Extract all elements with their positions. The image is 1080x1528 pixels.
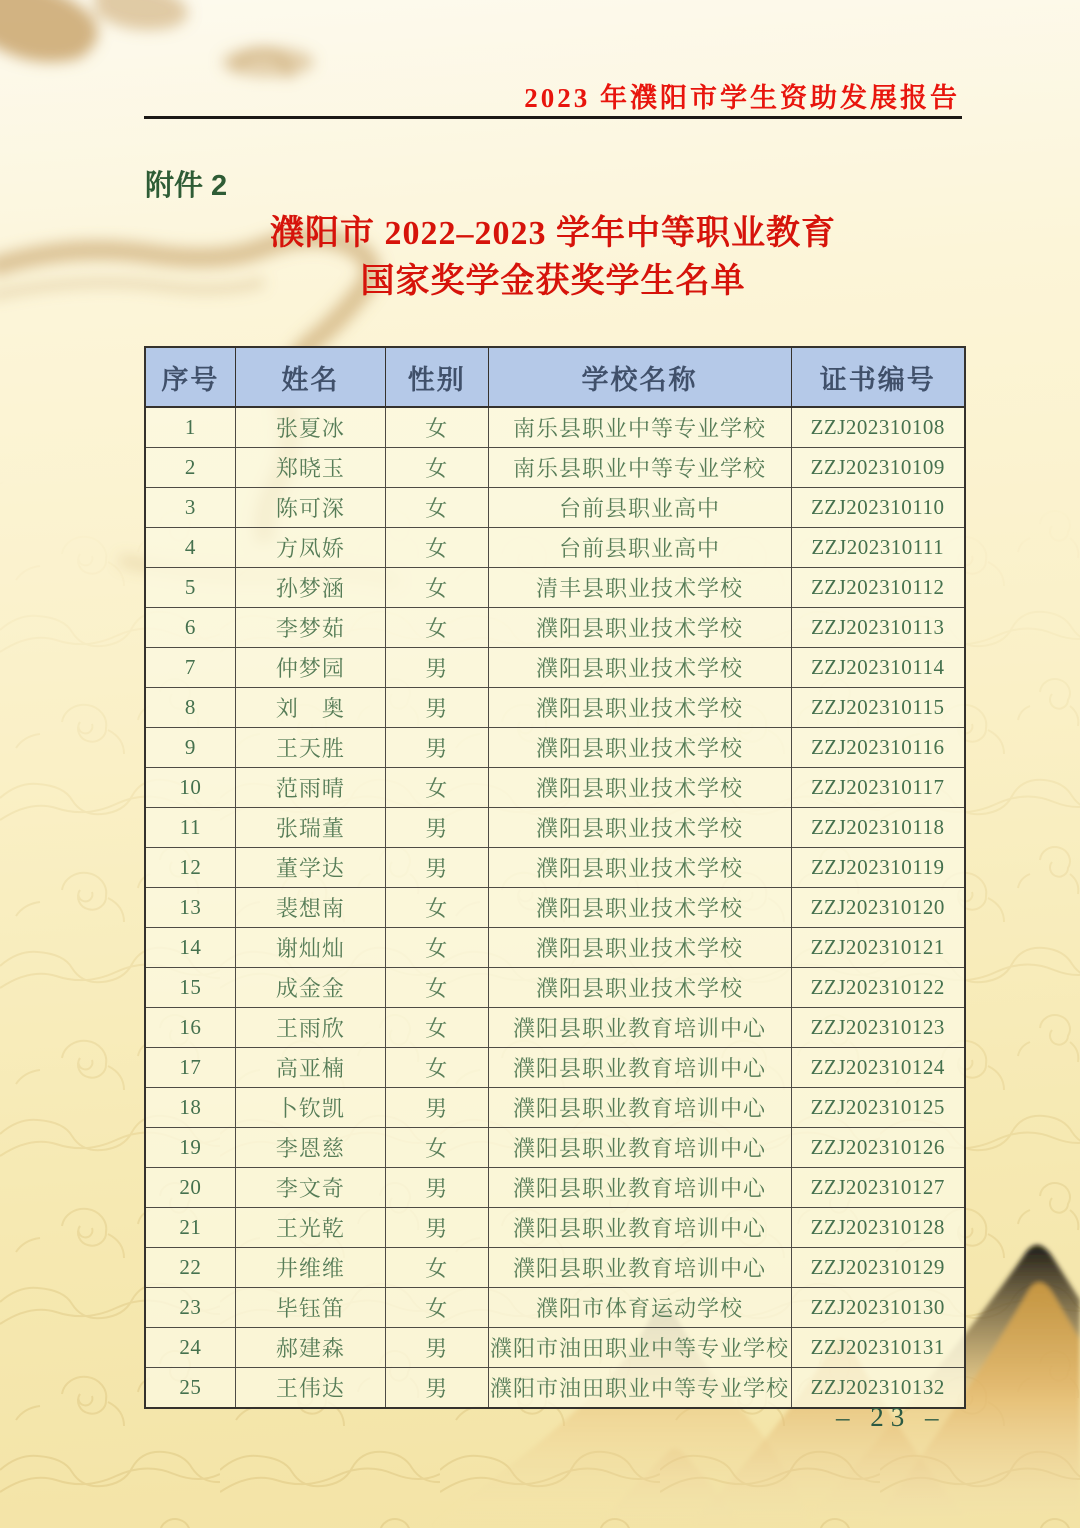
- table-row: [145, 648, 965, 688]
- cell-school-name: 濮阳县职业教育培训中心: [488, 1208, 791, 1248]
- cell-school-name: 清丰县职业技术学校: [488, 568, 791, 608]
- cell-certificate-number: ZZJ202310123: [791, 1008, 965, 1048]
- cell-certificate-number: ZZJ202310127: [791, 1168, 965, 1208]
- cell-certificate-number: ZZJ202310115: [791, 688, 965, 728]
- cell-certificate-number: ZZJ202310116: [791, 728, 965, 768]
- cell-school-name: 濮阳县职业教育培训中心: [488, 1088, 791, 1128]
- cell-school-name: 台前县职业高中: [488, 528, 791, 568]
- table-row: [145, 1248, 965, 1288]
- cell-student-name: 郑晓玉: [235, 448, 385, 488]
- cell-student-name: 孙梦涵: [235, 568, 385, 608]
- header-row: [145, 347, 965, 407]
- cell-student-name: 刘 奥: [235, 688, 385, 728]
- column-header-school: 学校名称: [488, 347, 791, 407]
- cell-serial-number: 7: [145, 648, 235, 688]
- cell-school-name: 濮阳县职业技术学校: [488, 968, 791, 1008]
- cell-school-name: 濮阳县职业技术学校: [488, 808, 791, 848]
- cell-student-name: 张瑞董: [235, 808, 385, 848]
- table-row: [145, 407, 965, 448]
- table-row: [145, 1128, 965, 1168]
- cell-student-name: 张夏冰: [235, 407, 385, 448]
- cell-gender: 女: [385, 608, 488, 648]
- cell-serial-number: 8: [145, 688, 235, 728]
- cell-serial-number: 16: [145, 1008, 235, 1048]
- cell-gender: 女: [385, 968, 488, 1008]
- cell-student-name: 井维维: [235, 1248, 385, 1288]
- cell-student-name: 李恩慈: [235, 1128, 385, 1168]
- cell-gender: 女: [385, 1048, 488, 1088]
- cell-student-name: 谢灿灿: [235, 928, 385, 968]
- cell-gender: 男: [385, 848, 488, 888]
- cell-student-name: 董学达: [235, 848, 385, 888]
- table-row: [145, 968, 965, 1008]
- cell-serial-number: 25: [145, 1368, 235, 1409]
- cell-serial-number: 10: [145, 768, 235, 808]
- cell-school-name: 濮阳县职业技术学校: [488, 648, 791, 688]
- cell-serial-number: 1: [145, 407, 235, 448]
- cell-gender: 男: [385, 1168, 488, 1208]
- document-title-line1: 濮阳市 2022–2023 学年中等职业教育: [270, 215, 836, 252]
- cell-certificate-number: ZZJ202310131: [791, 1328, 965, 1368]
- column-header-certificate: 证书编号: [791, 347, 965, 407]
- cell-gender: 男: [385, 1088, 488, 1128]
- cell-serial-number: 21: [145, 1208, 235, 1248]
- cell-student-name: 王雨欣: [235, 1008, 385, 1048]
- cell-certificate-number: ZZJ202310132: [791, 1368, 965, 1409]
- cell-student-name: 裴想南: [235, 888, 385, 928]
- table-row: [145, 768, 965, 808]
- table-row: [145, 1048, 965, 1088]
- cell-school-name: 濮阳市油田职业中等专业学校: [488, 1328, 791, 1368]
- cell-certificate-number: ZZJ202310129: [791, 1248, 965, 1288]
- cell-student-name: 陈可深: [235, 488, 385, 528]
- cell-certificate-number: ZZJ202310125: [791, 1088, 965, 1128]
- cell-student-name: 高亚楠: [235, 1048, 385, 1088]
- table-row: [145, 808, 965, 848]
- cell-school-name: 濮阳县职业教育培训中心: [488, 1248, 791, 1288]
- cell-gender: 女: [385, 888, 488, 928]
- cell-school-name: 濮阳县职业教育培训中心: [488, 1168, 791, 1208]
- cell-school-name: 濮阳县职业教育培训中心: [488, 1008, 791, 1048]
- cell-serial-number: 17: [145, 1048, 235, 1088]
- cell-serial-number: 4: [145, 528, 235, 568]
- cell-serial-number: 14: [145, 928, 235, 968]
- cell-gender: 男: [385, 1208, 488, 1248]
- cell-certificate-number: ZZJ202310117: [791, 768, 965, 808]
- attachment-label: 附件 2: [145, 170, 228, 202]
- cell-serial-number: 24: [145, 1328, 235, 1368]
- cell-school-name: 濮阳市体育运动学校: [488, 1288, 791, 1328]
- cell-gender: 男: [385, 648, 488, 688]
- cell-certificate-number: ZZJ202310114: [791, 648, 965, 688]
- cell-school-name: 濮阳县职业技术学校: [488, 928, 791, 968]
- cell-school-name: 濮阳县职业技术学校: [488, 608, 791, 648]
- cell-school-name: 濮阳市油田职业中等专业学校: [488, 1368, 791, 1409]
- cell-school-name: 濮阳县职业技术学校: [488, 768, 791, 808]
- cell-student-name: 毕钰笛: [235, 1288, 385, 1328]
- cell-gender: 女: [385, 1288, 488, 1328]
- cell-serial-number: 2: [145, 448, 235, 488]
- document-title: [140, 210, 966, 306]
- cell-certificate-number: ZZJ202310108: [791, 407, 965, 448]
- cell-gender: 女: [385, 488, 488, 528]
- cell-serial-number: 20: [145, 1168, 235, 1208]
- cell-school-name: 南乐县职业中等专业学校: [488, 407, 791, 448]
- column-header-serial: 序号: [145, 347, 235, 407]
- cell-student-name: 王光乾: [235, 1208, 385, 1248]
- cell-certificate-number: ZZJ202310124: [791, 1048, 965, 1088]
- award-table: [144, 346, 966, 1409]
- cell-serial-number: 22: [145, 1248, 235, 1288]
- document-title-line2: 国家奖学金获奖学生名单: [360, 263, 746, 300]
- cell-school-name: 濮阳县职业技术学校: [488, 728, 791, 768]
- cell-certificate-number: ZZJ202310130: [791, 1288, 965, 1328]
- cell-student-name: 成金金: [235, 968, 385, 1008]
- cell-certificate-number: ZZJ202310112: [791, 568, 965, 608]
- cell-gender: 女: [385, 568, 488, 608]
- table-row: [145, 1328, 965, 1368]
- cell-gender: 女: [385, 1008, 488, 1048]
- cell-serial-number: 18: [145, 1088, 235, 1128]
- column-header-name: 姓名: [235, 347, 385, 407]
- cell-certificate-number: ZZJ202310118: [791, 808, 965, 848]
- cell-school-name: 濮阳县职业教育培训中心: [488, 1128, 791, 1168]
- table-row: [145, 848, 965, 888]
- cell-student-name: 方凤娇: [235, 528, 385, 568]
- cell-gender: 男: [385, 1328, 488, 1368]
- cell-student-name: 范雨晴: [235, 768, 385, 808]
- award-table-head: [145, 347, 965, 407]
- table-row: [145, 928, 965, 968]
- cell-certificate-number: ZZJ202310113: [791, 608, 965, 648]
- cell-serial-number: 12: [145, 848, 235, 888]
- cell-school-name: 濮阳县职业教育培训中心: [488, 1048, 791, 1088]
- cell-gender: 男: [385, 728, 488, 768]
- award-table-body: [145, 407, 965, 1408]
- cell-gender: 女: [385, 407, 488, 448]
- cell-school-name: 台前县职业高中: [488, 488, 791, 528]
- table-row: [145, 688, 965, 728]
- cell-student-name: 李梦茹: [235, 608, 385, 648]
- cell-certificate-number: ZZJ202310122: [791, 968, 965, 1008]
- page-number: – 23 –: [836, 1402, 946, 1432]
- award-table-container: [144, 346, 966, 1409]
- header-rule: [144, 116, 962, 119]
- cell-school-name: 南乐县职业中等专业学校: [488, 448, 791, 488]
- cell-gender: 女: [385, 448, 488, 488]
- table-row: [145, 568, 965, 608]
- cell-certificate-number: ZZJ202310120: [791, 888, 965, 928]
- cell-certificate-number: ZZJ202310126: [791, 1128, 965, 1168]
- cell-gender: 男: [385, 1368, 488, 1409]
- cell-student-name: 仲梦园: [235, 648, 385, 688]
- cell-gender: 女: [385, 928, 488, 968]
- table-row: [145, 1088, 965, 1128]
- table-row: [145, 1288, 965, 1328]
- cell-serial-number: 15: [145, 968, 235, 1008]
- table-row: [145, 488, 965, 528]
- cell-serial-number: 6: [145, 608, 235, 648]
- table-row: [145, 448, 965, 488]
- cell-student-name: 郝建森: [235, 1328, 385, 1368]
- cell-student-name: 王天胜: [235, 728, 385, 768]
- cell-certificate-number: ZZJ202310128: [791, 1208, 965, 1248]
- cell-certificate-number: ZZJ202310110: [791, 488, 965, 528]
- cell-serial-number: 5: [145, 568, 235, 608]
- cell-gender: 男: [385, 688, 488, 728]
- cell-certificate-number: ZZJ202310111: [791, 528, 965, 568]
- cell-student-name: 王伟达: [235, 1368, 385, 1409]
- cell-serial-number: 19: [145, 1128, 235, 1168]
- cell-school-name: 濮阳县职业技术学校: [488, 888, 791, 928]
- cell-certificate-number: ZZJ202310109: [791, 448, 965, 488]
- cell-school-name: 濮阳县职业技术学校: [488, 848, 791, 888]
- cell-school-name: 濮阳县职业技术学校: [488, 688, 791, 728]
- cell-gender: 女: [385, 528, 488, 568]
- cell-student-name: 卜钦凯: [235, 1088, 385, 1128]
- table-row: [145, 608, 965, 648]
- table-row: [145, 1168, 965, 1208]
- cell-serial-number: 23: [145, 1288, 235, 1328]
- table-row: [145, 1008, 965, 1048]
- table-row: [145, 888, 965, 928]
- cell-serial-number: 3: [145, 488, 235, 528]
- table-row: [145, 1208, 965, 1248]
- cell-gender: 男: [385, 808, 488, 848]
- cell-certificate-number: ZZJ202310119: [791, 848, 965, 888]
- column-header-gender: 性别: [385, 347, 488, 407]
- cell-gender: 女: [385, 1128, 488, 1168]
- cell-gender: 女: [385, 1248, 488, 1288]
- table-row: [145, 528, 965, 568]
- report-header-title: 2023 年濮阳市学生资助发展报告: [524, 83, 960, 113]
- table-row: [145, 728, 965, 768]
- cell-serial-number: 9: [145, 728, 235, 768]
- cell-gender: 女: [385, 768, 488, 808]
- cell-serial-number: 13: [145, 888, 235, 928]
- cell-certificate-number: ZZJ202310121: [791, 928, 965, 968]
- cell-serial-number: 11: [145, 808, 235, 848]
- cell-student-name: 李文奇: [235, 1168, 385, 1208]
